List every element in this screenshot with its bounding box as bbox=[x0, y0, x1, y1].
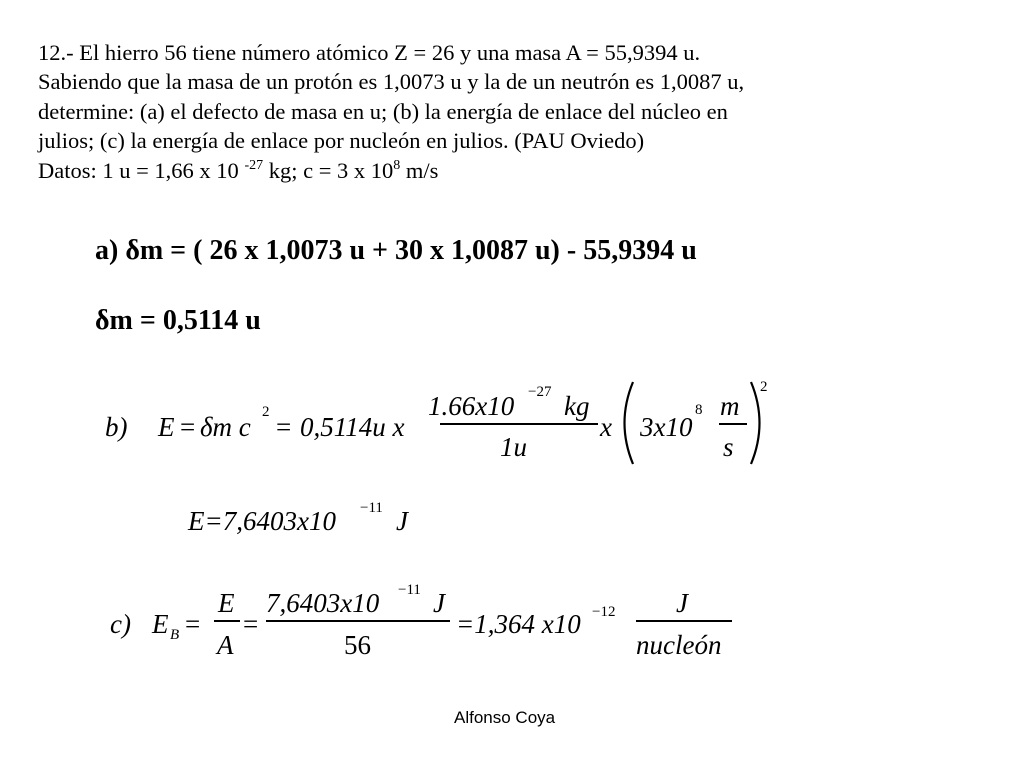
b-paren-exp: 8 bbox=[695, 402, 703, 418]
c-eq3: =1,364 x10 bbox=[456, 609, 581, 639]
c-frac1-bar bbox=[214, 620, 240, 622]
datos-exp-a: -27 bbox=[244, 157, 264, 173]
b-outer-exp: 2 bbox=[760, 379, 768, 395]
c-frac1-num: E bbox=[218, 588, 235, 618]
b-frac-num: 1.66x10 bbox=[428, 391, 515, 421]
c-label: c) bbox=[110, 609, 131, 639]
b-times: x bbox=[600, 412, 612, 442]
c-frac3-num: J bbox=[676, 588, 688, 618]
problem-line-1: 12.- El hierro 56 tiene número atómico Z = 26 y una masa A = 55,9394 u. bbox=[38, 40, 701, 65]
b-unit-bar bbox=[719, 423, 747, 425]
problem-line-4: julios; (c) la energía de enlace por nucleón en julios. (PAU Oviedo) bbox=[38, 128, 645, 154]
b-eq2: = bbox=[276, 412, 292, 442]
c-lhs-sub: B bbox=[170, 627, 180, 643]
b-left-paren bbox=[614, 378, 638, 468]
author-footer: Alfonso Coya bbox=[454, 708, 556, 727]
c-eq1: = bbox=[185, 609, 201, 639]
solution-a-result: δm = 0,5114 u bbox=[95, 305, 261, 336]
b-c-exp: 2 bbox=[262, 404, 270, 420]
result-b-unit: J bbox=[396, 506, 408, 536]
b-lhs: E bbox=[158, 412, 175, 442]
b-value: 0,5114u x bbox=[300, 412, 405, 442]
c-frac2-den: 56 bbox=[344, 630, 371, 660]
problem-line-2: Sabiendo que la masa de un protón es 1,0073 u y la de un neutrón es 1,0087 u, bbox=[38, 69, 745, 95]
b-frac-bar bbox=[440, 423, 598, 425]
b-frac-num-unit: kg bbox=[564, 391, 590, 421]
b-label: b) bbox=[105, 412, 128, 442]
b-frac-num-exp: −27 bbox=[528, 384, 552, 400]
b-eq1: = bbox=[180, 412, 196, 442]
result-b-exp: −11 bbox=[360, 500, 383, 516]
result-b-value: E=7,6403x10 bbox=[188, 506, 336, 536]
datos-part-b: kg; c = 3 x 10 bbox=[263, 157, 394, 183]
b-unit-num: m bbox=[720, 391, 740, 421]
b-delta-m: δm c bbox=[200, 412, 251, 442]
c-frac2-num: 7,6403x10 bbox=[266, 588, 380, 618]
b-paren-base: 3x10 bbox=[640, 412, 693, 442]
c-frac2-bar bbox=[266, 620, 450, 622]
c-frac3-bar bbox=[636, 620, 732, 622]
c-frac1-den: A bbox=[217, 630, 234, 660]
problem-line-3: determine: (a) el defecto de masa en u; (b) la energía de enlace del núcleo en bbox=[38, 98, 728, 124]
datos-part-a: Datos: 1 u = 1,66 x 10 bbox=[38, 157, 245, 183]
c-lhs: E bbox=[152, 609, 169, 639]
c-frac2-num-exp: −11 bbox=[398, 582, 421, 598]
solution-a-equation: a) δm = ( 26 x 1,0073 u + 30 x 1,0087 u) - 55,9394 u bbox=[95, 235, 697, 266]
c-frac2-num-unit: J bbox=[433, 588, 445, 618]
b-unit-den: s bbox=[723, 432, 734, 462]
problem-statement bbox=[38, 38, 998, 185]
datos-part-c: m/s bbox=[400, 157, 439, 183]
datos-exp-b: 8 bbox=[393, 157, 401, 173]
c-frac3-den: nucleón bbox=[636, 630, 722, 660]
problem-datos bbox=[38, 156, 998, 185]
b-frac-den: 1u bbox=[500, 432, 527, 462]
c-eq3-exp: −12 bbox=[592, 604, 616, 620]
c-eq2: = bbox=[243, 609, 259, 639]
